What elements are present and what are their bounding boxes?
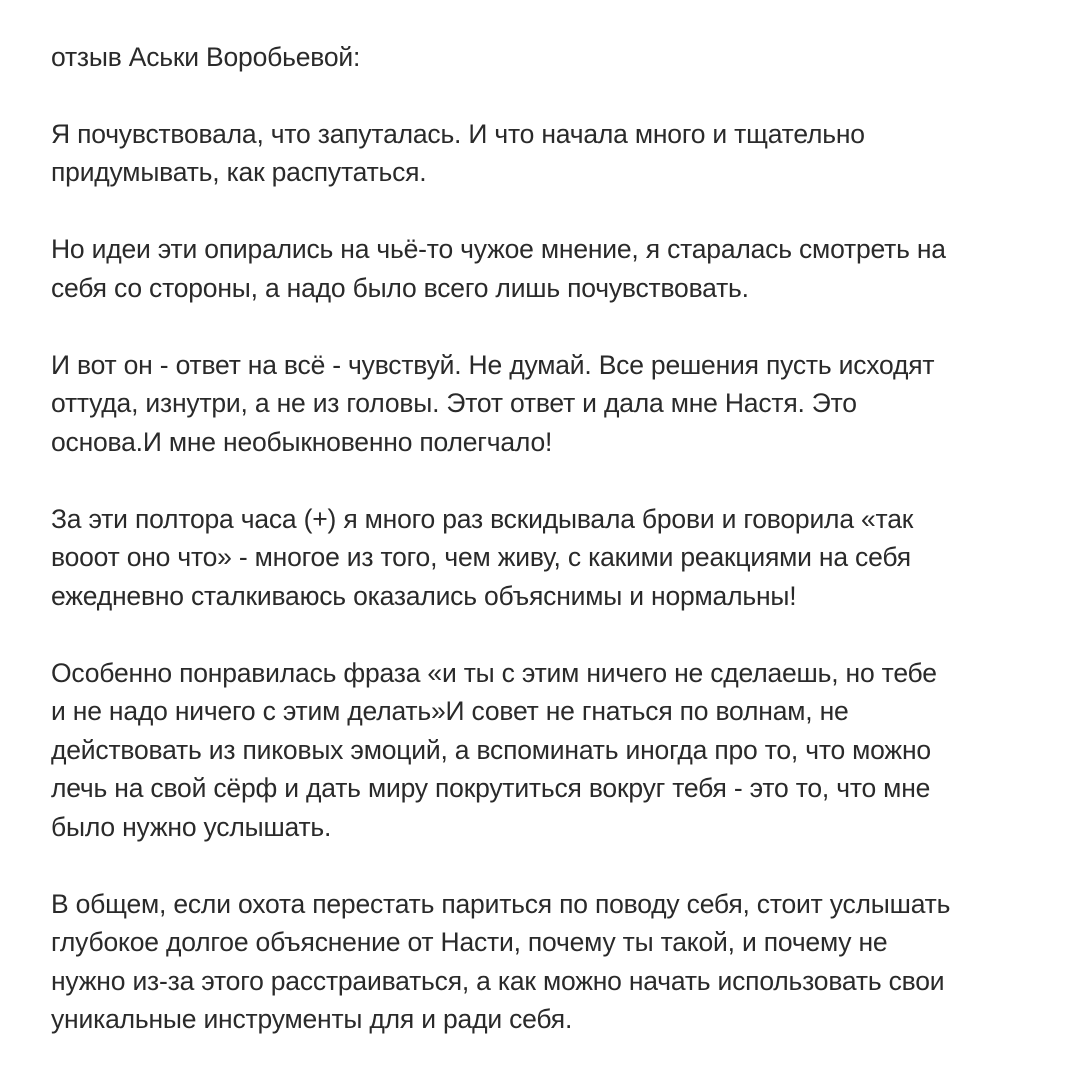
paragraph-5 — [51, 654, 1051, 847]
paragraph-line: оттуда, изнутри, а не из головы. Этот ответ и дала мне Настя. Это — [51, 388, 857, 418]
paragraph-line: было нужно услышать. — [51, 811, 332, 842]
paragraph-line: нужно из-за этого расстраиваться, а как можно начать использовать свои — [51, 965, 945, 996]
paragraph-line: В общем, если охота перестать париться по поводу себя, стоит услышать — [51, 888, 951, 919]
paragraph-line: уникальные инструменты для и ради себя. — [51, 1004, 573, 1034]
paragraph-line: глубокое долгое объяснение от Насти, почему ты такой, и почему не — [51, 927, 888, 957]
paragraph-line: придумывать, как распутаться. — [51, 157, 427, 187]
paragraph-6 — [51, 885, 1051, 1039]
paragraph-line: себя со стороны, а надо было всего лишь почувствовать. — [51, 272, 749, 303]
review-document — [51, 38, 1051, 1077]
paragraph-line: ежедневно сталкиваюсь оказались объяснимы и нормальны! — [51, 580, 797, 611]
paragraph-line: Я почувствовала, что запуталась. И что начала много и тщательно — [51, 118, 865, 149]
paragraph-1 — [51, 115, 1051, 192]
paragraph-3 — [51, 346, 1051, 462]
paragraph-line: За эти полтора часа (+) я много раз вскидывала брови и говорила «так — [51, 503, 914, 534]
paragraph-line: вооот оно что» - многое из того, чем живу, с какими реакциями на себя — [51, 542, 911, 572]
review-heading: отзыв Аськи Воробьевой: — [51, 42, 361, 72]
paragraph-2 — [51, 230, 1051, 307]
paragraph-line: основа.И мне необыкновенно полегчало! — [51, 426, 553, 457]
paragraph-line: действовать из пиковых эмоций, а вспоминать иногда про то, что можно — [51, 734, 931, 765]
paragraph-4 — [51, 500, 1051, 616]
paragraph-line: Особенно понравилась фраза «и ты с этим ничего не сделаешь, но тебе — [51, 657, 937, 688]
paragraph-line: Но идеи эти опирались на чьё-то чужое мнение, я старалась смотреть на — [51, 234, 946, 264]
paragraph-line: И вот он - ответ на всё - чувствуй. Не думай. Все решения пусть исходят — [51, 349, 935, 380]
paragraph-line: и не надо ничего с этим делать»И совет не гнаться по волнам, не — [51, 696, 849, 726]
paragraph-line: лечь на свой сёрф и дать миру покрутиться вокруг тебя - это то, что мне — [51, 773, 931, 803]
